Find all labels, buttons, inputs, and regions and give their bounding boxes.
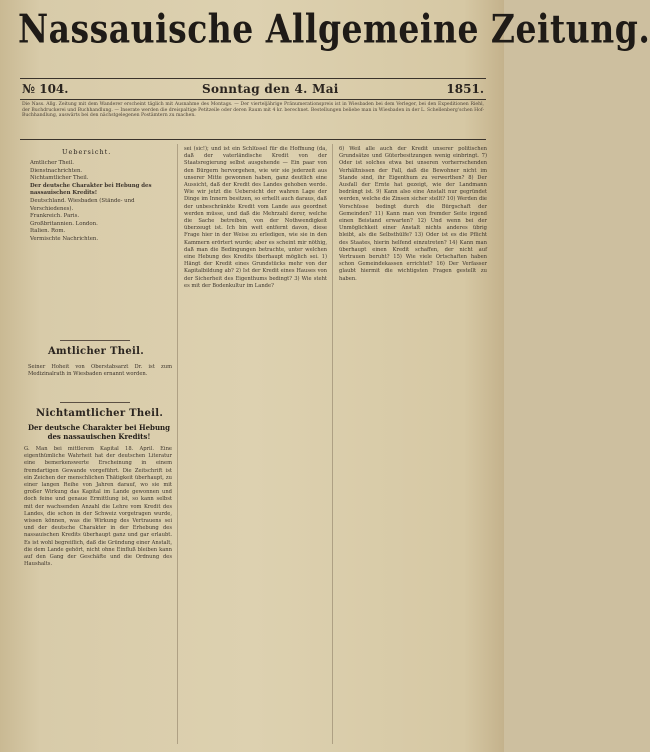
issue-year: 1851. bbox=[446, 82, 484, 96]
official-heading: Amtlicher Theil. bbox=[48, 346, 144, 357]
official-text: Seiner Hoheit von Oberstabsarzt Dr. ist zum Medizinalrath in Wiesbaden ernannt worden. bbox=[28, 364, 172, 378]
issue-rule bbox=[20, 99, 486, 100]
issue-date: Sonntag den 4. Mai bbox=[202, 82, 339, 96]
masthead-rule bbox=[20, 78, 486, 79]
nonofficial-heading: Nichtamtlicher Theil. bbox=[36, 408, 164, 419]
column-divider bbox=[177, 144, 178, 744]
section-rule bbox=[60, 402, 130, 403]
toc-item: Großbritannien. London. bbox=[30, 220, 98, 227]
overview-heading: Uebersicht. bbox=[62, 148, 112, 156]
notice-rule bbox=[20, 139, 486, 140]
toc-item: Vermischte Nachrichten. bbox=[30, 235, 99, 242]
toc-item: Amtlicher Theil. bbox=[30, 160, 75, 166]
issue-line bbox=[22, 82, 484, 98]
toc-item: Italien. Rom. bbox=[30, 228, 66, 235]
column-divider bbox=[332, 144, 333, 744]
toc-item: Dienstnachrichten. bbox=[30, 167, 83, 174]
toc-item: Deutschland. Wiesbaden (Stände- und Verschiedenes). bbox=[30, 197, 135, 212]
toc-item: Der deutsche Charakter bei Hebung des nassauischen Kredits! bbox=[30, 182, 152, 197]
article-column-1: G. Man bei mittlerem Kapital 18. April. Eine eigenthümliche Wahrheit hat der deutschen Literatur eine bemerkenswerte Erscheinung in einem fremdartigen Gewande vorgeführt. Die Zeitschrift ist ein Zeichen der menschlichen Thätigkeit überhaupt, zu einer langen Reihe von Jahren darauf, wo sie mit großer Wirkung das Kapital im Lande gewonnen und doch feine und genaue Ermittlung ist, so kann selbst mit der wachsenden Anzahl die Lehre vom Kredit des Landes, die schon in der Schweiz vorgetragen wurde, wissen können, was die Wirkung des Vertrauens sei und der deutsche Charakter in der Erhebung des nassauischen Kredits überhaupt ganz und gar erlaubt. Es ist wohl begreiflich, daß die Gründung einer Anstalt, die dem Lande gehört, nicht ohne Einfluß bleiben kann auf den Gang der Geschäfte und die Ordnung des Haushalts. bbox=[24, 446, 172, 568]
subscription-notice: Die Nass. Allg. Zeitung mit dem Wanderer erscheint täglich mit Ausnahme des Montags. — Der vierteljährige Pränumerationspreis ist in Wiesbaden bei dem Verleger, bei den Expeditionen Riehl, der Buchdruckerei und Buchhandlung. — Inserate werden die dreispaltige Petitzeile oder deren Raum mit 4 kr. berechnet. Bestellungen beliebe man in Wiesbaden in der L. Schellenberg'schen Hof-Buchhandlung, auswärts bei den nächstgelegenen Postämtern zu machen. bbox=[22, 102, 484, 119]
toc-item: Frankreich. Paris. bbox=[30, 213, 80, 220]
article-title: Der deutsche Charakter bei Hebung des nassauischen Kredits! bbox=[27, 423, 171, 441]
issue-number: № 104. bbox=[22, 82, 69, 96]
article-column-2: sei (sic!); und ist ein Schlüssel für die Hoffnung (da, daß der vaterländische Kredit von der Staatsregierung selbst ausgehende — Ein paar von den Bürgern hervorgehen, wie wir sie jederzeit aus unserer Mitte gewonnen haben, ganz deutlich eine Aussicht, daß der Kredit des Landes gehoben werde. Wie wir jetzt die Uebersicht der wahren Lage der Dinge im Innern besitzen, so erhellt auch daraus, daß der unbeschränkte Kredit vom Lande aus geordnet werden müsse, und daß die Mehrzahl derer, welche die Sache betreiben, von der Nothwendigkeit überzeugt ist. Ich bin weit entfernt davon, diese Frage hier in der Weise zu erledigen, wie sie in den Kammern erörtert wurde; aber es scheint mir nöthig, daß man die Bedingungen betrachte, unter welchen eine Hebung des Kredits überhaupt möglich sei. 1) Hängt der Kredit eines Grundstücks mehr von der Kapitalbildung ab? 2) Ist der Kredit eines Hauses von der Sicherheit des Eigenthums bedingt? 3) Wie steht es mit der Bodenkultur im Lande? bbox=[184, 146, 327, 289]
table-of-contents bbox=[30, 160, 172, 244]
masthead-title: Nassauische Allgemeine Zeitung. bbox=[18, 6, 650, 53]
article-column-3: 6) Weil alle auch der Kredit unserer politischen Grundsätze und Güterbesitzungen wenig einbringt. 7) Oder ist solches etwa bei unseren vorherrschenden Verhältnissen der Fall, daß die Bewohner nicht im Stande sind, ihr Eigenthum zu verwerthen? 8) Der Ausfall der Ernte hat gezeigt, wie der Landmann bedrängt ist. 9) Kann also eine Anstalt nur gegründet werden, welche die Zinsen sicher stellt? 10) Werden die Vorschüsse bedingt durch die Bürgschaft der Gemeinden? 11) Kann man von fremder Seite irgend einen Beistand erwarten? 12) Und wenn bei der Unmöglichkeit einer Anstalt nichts anderes übrig bleibt, als die Selbsthülfe? 13) Oder ist es die Pflicht des Staates, hierin helfend einzutreten? 14) Kann man überhaupt einen Kredit schaffen, der nicht auf Vertrauen beruht? 15) Wie viele Ortschaften haben schon Gemeindekassen errichtet? 16) Der Verfasser glaubt hiermit die wichtigsten Fragen gestellt zu haben. bbox=[339, 146, 487, 282]
section-rule bbox=[60, 340, 130, 341]
toc-item: Nichtamtlicher Theil. bbox=[30, 175, 89, 182]
